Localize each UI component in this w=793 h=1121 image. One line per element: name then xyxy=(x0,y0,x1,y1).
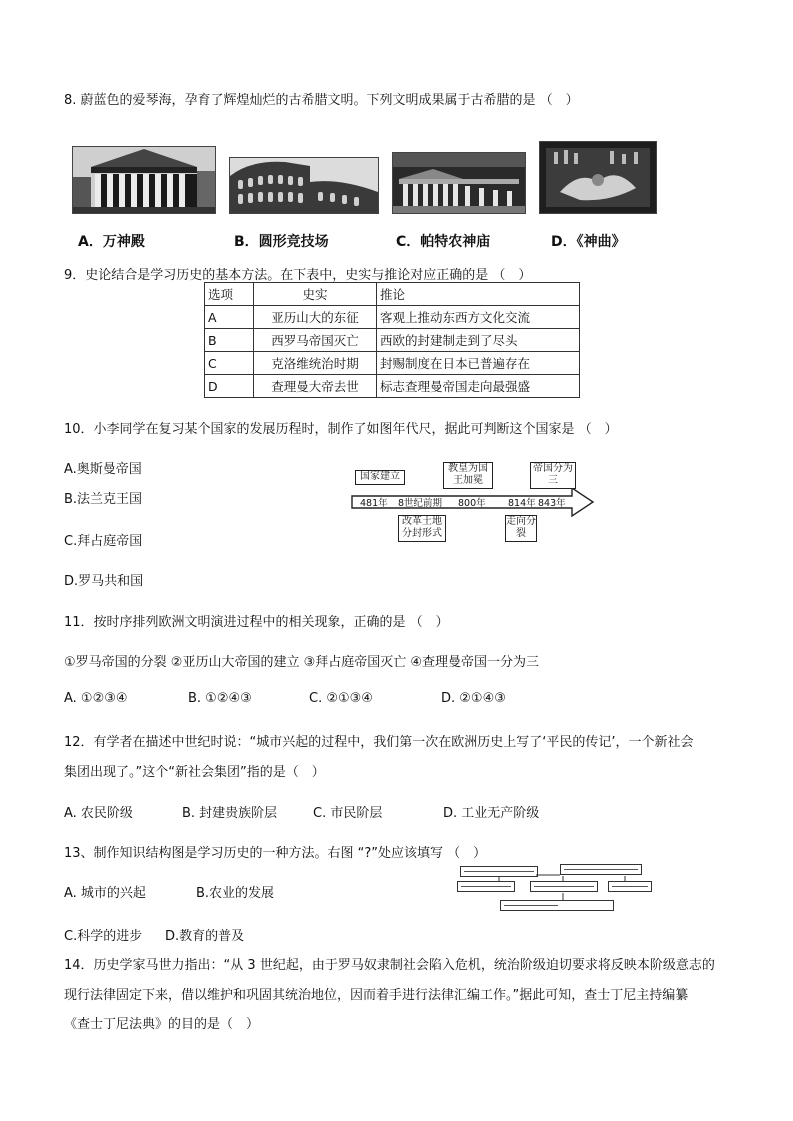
question-13-text: 13、制作知识结构图是学习历史的一种方法。右图 “?”处应该填写 （ ） xyxy=(64,846,487,861)
timeline-event-coronation: 教皇为国王加冕 xyxy=(443,462,493,489)
timeline-event-split: 走向分裂 xyxy=(505,515,537,542)
colosseum-image xyxy=(229,157,379,214)
q13-option-a: A. 城市的兴起 xyxy=(64,886,146,901)
q8-option-c: C．帕特农神庙 xyxy=(396,234,491,250)
table-cell: 客观上推动东西方文化交流 xyxy=(377,306,580,329)
q13-option-b: B.农业的发展 xyxy=(196,886,275,901)
timeline-year: 800年 xyxy=(458,498,486,509)
question-12-line-2: 集团出现了。”这个“新社会集团”指的是（ ） xyxy=(64,765,325,780)
table-row xyxy=(205,329,580,352)
diagram-answer-box xyxy=(500,900,614,911)
timeline-event-land-reform: 改革土地分封形式 xyxy=(398,515,446,542)
table-cell: 封赐制度在日本已普遍存在 xyxy=(377,352,580,375)
q11-option-d: D. ②①④③ xyxy=(441,691,506,706)
q11-option-b: B. ①②④③ xyxy=(188,691,252,706)
table-cell: 查理曼大帝去世 xyxy=(254,375,377,398)
q11-option-a: A. ①②③④ xyxy=(64,691,128,706)
question-8-text: 8. 蔚蓝色的爱琴海，孕育了辉煌灿烂的古希腊文明。下列文明成果属于古希腊的是 （ ） xyxy=(64,93,579,108)
table-header: 选项 xyxy=(205,283,254,306)
q8-option-b: B．圆形竞技场 xyxy=(234,234,329,250)
table-cell: 克洛维统治时期 xyxy=(254,352,377,375)
table-row xyxy=(205,306,580,329)
question-9-text: 9．史论结合是学习历史的基本方法。在下表中，史实与推论对应正确的是 （ ） xyxy=(64,268,532,283)
table-row xyxy=(205,352,580,375)
table-header: 推论 xyxy=(377,283,580,306)
diagram-box xyxy=(457,881,515,892)
table-row xyxy=(205,375,580,398)
table-cell: B xyxy=(205,329,254,352)
q8-option-d: D．《神曲》 xyxy=(551,234,626,250)
table-cell: 西欧的封建制走到了尽头 xyxy=(377,329,580,352)
timeline-year: 843年 xyxy=(538,498,566,509)
q8-option-a: A．万神殿 xyxy=(78,234,145,250)
timeline-event-division: 帝国分为三 xyxy=(530,462,576,489)
diagram-box xyxy=(530,881,598,892)
diagram-box xyxy=(608,881,652,892)
table-cell: 标志查理曼帝国走向最强盛 xyxy=(377,375,580,398)
question-14-line-2: 现行法律固定下来，借以维护和巩固其统治地位，因而着手进行法律汇编工作。”据此可知，查士丁尼主持编纂 xyxy=(64,988,689,1003)
timeline-year: 814年 xyxy=(508,498,536,509)
q12-option-b: B. 封建贵族阶层 xyxy=(182,806,278,821)
question-10-text: 10．小李同学在复习某个国家的发展历程时，制作了如图年代尺，据此可判断这个国家是 （ ） xyxy=(64,422,618,437)
divine-comedy-image xyxy=(539,141,657,214)
q11-option-c: C. ②①③④ xyxy=(309,691,373,706)
q13-option-c: C.科学的进步 xyxy=(64,929,143,944)
timeline-year: 8世纪前期 xyxy=(398,498,443,509)
parthenon-image xyxy=(392,152,526,214)
pantheon-image xyxy=(72,146,216,214)
q10-option-b: B.法兰克王国 xyxy=(64,492,143,507)
table-header-row xyxy=(205,283,580,306)
table-cell: A xyxy=(205,306,254,329)
q12-option-c: C. 市民阶层 xyxy=(313,806,383,821)
q13-option-d: D.教育的普及 xyxy=(165,929,245,944)
timeline-year: 481年 xyxy=(360,498,388,509)
q10-option-a: A.奥斯曼帝国 xyxy=(64,462,142,477)
question-14-line-3: 《查士丁尼法典》的目的是（ ） xyxy=(64,1017,260,1032)
q10-option-d: D.罗马共和国 xyxy=(64,574,144,589)
table-cell: 亚历山大的东征 xyxy=(254,306,377,329)
q12-option-d: D. 工业无产阶级 xyxy=(443,806,540,821)
table-cell: C xyxy=(205,352,254,375)
q10-option-c: C.拜占庭帝国 xyxy=(64,534,143,549)
history-table xyxy=(204,282,580,398)
table-cell: D xyxy=(205,375,254,398)
table-header: 史实 xyxy=(254,283,377,306)
table-cell: 西罗马帝国灭亡 xyxy=(254,329,377,352)
timeline-event-founding: 国家建立 xyxy=(355,470,405,485)
q11-items: ①罗马帝国的分裂 ②亚历山大帝国的建立 ③拜占庭帝国灭亡 ④查理曼帝国一分为三 xyxy=(64,655,540,670)
question-12-line-1: 12．有学者在描述中世纪时说：“城市兴起的过程中，我们第一次在欧洲历史上写了‘平民的传记’，一个新社会 xyxy=(64,735,694,750)
question-11-text: 11．按时序排列欧洲文明演进过程中的相关现象，正确的是 （ ） xyxy=(64,615,449,630)
question-14-line-1: 14．历史学家马世力指出：“从 3 世纪起，由于罗马奴隶制社会陷入危机，统治阶级迫切要求将反映本阶级意志的 xyxy=(64,958,715,973)
q12-option-a: A. 农民阶级 xyxy=(64,806,133,821)
